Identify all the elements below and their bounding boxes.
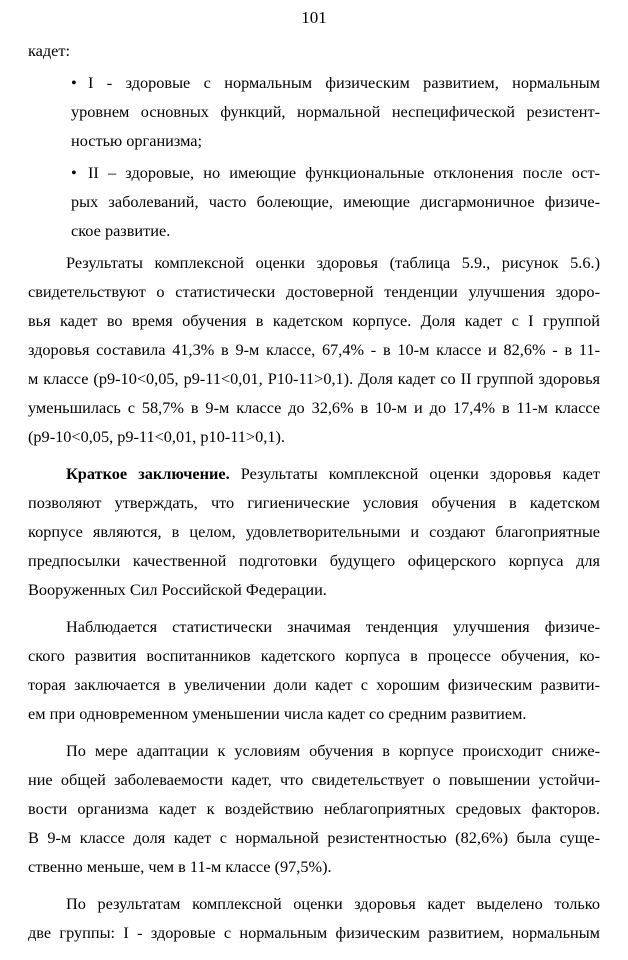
text-line: корпусе являются, в целом, удовлетворительными и создают благоприятные <box>28 522 600 541</box>
text-line: По мере адаптации к условиям обучения в корпусе происходит сниже- <box>66 741 600 760</box>
paragraph-summary <box>28 459 600 604</box>
text-line: вости организма кадет к воздействию неблагоприятных средовых факторов. <box>28 799 600 818</box>
text-line: ственно меньше, чем в 11-м классе (97,5%). <box>28 857 332 876</box>
bullet-line: • I - здоровые с нормальным физическим развитием, нормальным <box>71 68 600 97</box>
text-line: уменьшилась с 58,7% в 9-м классе до 32,6% в 10-м и до 17,4% в 11-м классе <box>28 398 600 417</box>
text-line: Наблюдается статистически значимая тенденция улучшения физиче- <box>66 617 600 636</box>
document-body <box>28 36 600 947</box>
paragraph-morbidity <box>28 736 600 881</box>
paragraph-results <box>28 248 600 451</box>
text-line: м классе (p9-10<0,05, p9-11<0,01, P10-11>0,1). Доля кадет со II группой здоровья <box>28 369 600 388</box>
bullet-line: ностью организма; <box>71 131 203 150</box>
intro-line: кадет: <box>28 41 71 60</box>
text-line: Краткое заключение. Результаты комплексной оценки здоровья кадет <box>66 464 600 483</box>
bullet-icon: • <box>71 163 77 182</box>
paragraph-groups <box>28 889 600 947</box>
text-line: Вооруженных Сил Российской Федерации. <box>28 580 327 599</box>
text-line: вья кадет во время обучения в кадетском корпусе. Доля кадет с I группой <box>28 311 600 330</box>
text-line: позволяют утверждать, что гигиенические условия обучения в кадетском <box>28 493 600 512</box>
text-line: торая заключается в увеличении доли кадет с хорошим физическим развити- <box>28 675 600 694</box>
paragraph-physical-development <box>28 612 600 728</box>
bullet-list <box>28 68 600 245</box>
text-line: ем при одновременном уменьшении числа кадет со средним развитием. <box>28 704 527 723</box>
text-line: ского развития воспитанников кадетского корпуса в процессе обучения, ко- <box>28 646 600 665</box>
text-line: (p9-10<0,05, p9-11<0,01, p10-11>0,1). <box>28 427 285 446</box>
summary-heading: Краткое заключение. <box>66 464 230 483</box>
bullet-item-1 <box>28 68 600 155</box>
text-line: По результатам комплексной оценки здоровья кадет выделено только <box>66 894 600 913</box>
text-line: ние общей заболеваемости кадет, что свидетельствует о повышении устойчи- <box>28 770 600 789</box>
bullet-line: уровнем основных функций, нормальной неспецифической резистент- <box>71 102 600 121</box>
bullet-item-2 <box>28 158 600 245</box>
bullet-line: ское развитие. <box>71 221 171 240</box>
text-line: две группы: I - здоровые с нормальным физическим развитием, нормальным <box>28 923 600 942</box>
text-line: свидетельствуют о статистически достоверной тенденции улучшения здоро- <box>28 282 600 301</box>
page-number: 101 <box>301 8 327 27</box>
bullet-line: • II – здоровые, но имеющие функциональные отклонения после ост- <box>71 158 600 187</box>
text-line: здоровья составила 41,3% в 9-м классе, 67,4% - в 10-м классе и 82,6% - в 11- <box>28 340 600 359</box>
text-line: Результаты комплексной оценки здоровья (таблица 5.9., рисунок 5.6.) <box>66 253 600 272</box>
text-line: предпосылки качественной подготовки будущего офицерского корпуса для <box>28 551 600 570</box>
bullet-icon: • <box>71 73 77 92</box>
bullet-line: рых заболеваний, часто болеющие, имеющие дисгармоничное физиче- <box>71 192 600 211</box>
text-line: В 9-м классе доля кадет с нормальной резистентностью (82,6%) была суще- <box>28 828 600 847</box>
